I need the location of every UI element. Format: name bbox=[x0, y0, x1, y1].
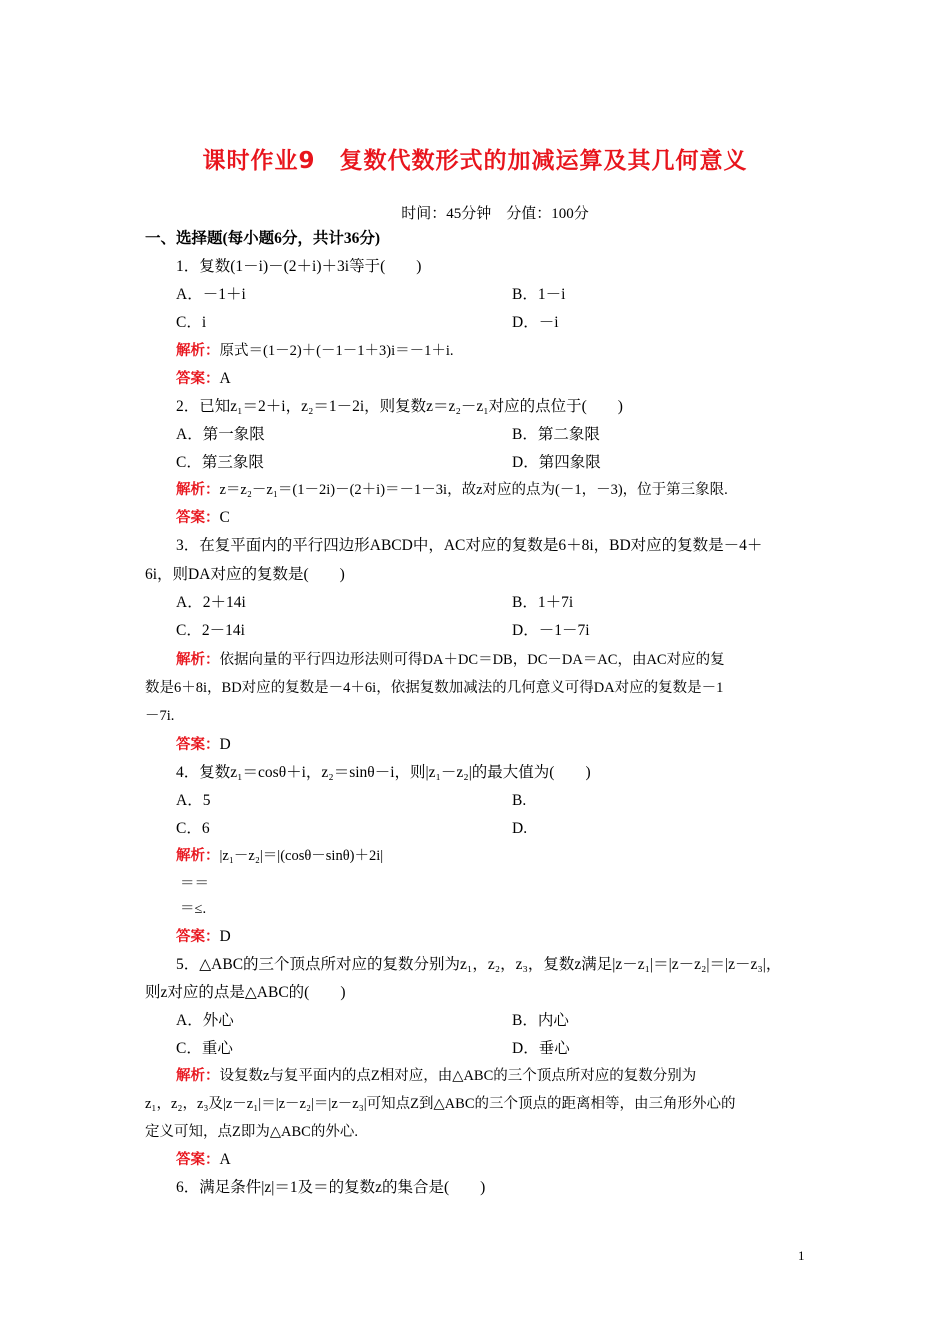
q5-analysis-line3: 定义可知，点Z即为△ABC的外心. bbox=[145, 1124, 358, 1140]
q4-analysis-line3: ＝≤. bbox=[180, 901, 207, 917]
q3-answer bbox=[176, 735, 231, 755]
q4-option-c: C．6 bbox=[176, 820, 210, 837]
question-2-stem: 2．已知z₁＝2＋i，z₂＝1－2i，则复数z＝z₂－z₁对应的点位于( ) bbox=[176, 398, 623, 415]
section-heading: 一、选择题(每小题6分，共计36分) bbox=[145, 230, 381, 247]
analysis-text: z＝z₂－z₁＝(1－2i)－(2＋i)＝－1－3i，故z对应的点为(－1，－3)，位于第三象限. bbox=[219, 482, 728, 498]
answer-value: A bbox=[219, 1151, 231, 1168]
q5-analysis-line2: z₁，z₂，z₃及|z－z₁|＝|z－z₂|＝|z－z₃|可知点Z到△ABC的三个顶点的距离相等，由三角形外心的 bbox=[145, 1096, 736, 1112]
analysis-text: |z₁－z₂|＝|(cosθ－sinθ)＋2i| bbox=[219, 848, 384, 864]
q4-answer bbox=[176, 927, 231, 947]
question-6-stem: 6．满足条件|z|＝1及＝的复数z的集合是( ) bbox=[176, 1179, 486, 1196]
answer-value: C bbox=[219, 509, 230, 526]
q3-option-b: B．1＋7i bbox=[512, 594, 574, 611]
answer-label: 答案： bbox=[176, 510, 220, 526]
q5-answer bbox=[176, 1150, 231, 1170]
q1-option-d: D．－i bbox=[512, 314, 559, 331]
analysis-label: 解析： bbox=[176, 652, 220, 668]
q4-analysis-line1 bbox=[176, 846, 383, 866]
q2-analysis bbox=[176, 480, 728, 500]
analysis-label: 解析： bbox=[176, 343, 220, 359]
q3-analysis-line3: －7i. bbox=[145, 708, 175, 724]
analysis-text: 设复数z与复平面内的点Z相对应，由△ABC的三个顶点所对应的复数分别为 bbox=[219, 1068, 697, 1084]
q5-option-a: A．外心 bbox=[176, 1012, 234, 1029]
answer-value: D bbox=[219, 736, 231, 753]
question-5-stem-line2: 则z对应的点是△ABC的( ) bbox=[145, 984, 346, 1001]
q5-option-d: D．垂心 bbox=[512, 1040, 570, 1057]
q1-option-c: C．i bbox=[176, 314, 207, 331]
answer-value: A bbox=[219, 370, 231, 387]
question-5-stem-line1: 5．△ABC的三个顶点所对应的复数分别为z₁，z₂，z₃，复数z满足|z－z₁|＝|z－z₂|＝|z－z₃|， bbox=[176, 956, 782, 973]
q2-answer bbox=[176, 508, 230, 528]
answer-label: 答案： bbox=[176, 371, 220, 387]
q4-option-a: A．5 bbox=[176, 792, 211, 809]
answer-label: 答案： bbox=[176, 737, 220, 753]
question-3-stem-line1: 3．在复平面内的平行四边形ABCD中，AC对应的复数是6＋8i，BD对应的复数是－4＋ bbox=[176, 537, 763, 554]
page-title: 课时作业9 复数代数形式的加减运算及其几何意义 bbox=[202, 148, 748, 174]
q5-analysis-line1 bbox=[176, 1066, 696, 1086]
analysis-label: 解析： bbox=[176, 1068, 220, 1084]
q2-option-a: A．第一象限 bbox=[176, 426, 265, 443]
q3-analysis-line2: 数是6＋8i，BD对应的复数是－4＋6i，依据复数加减法的几何意义可得DA对应的复数是－1 bbox=[145, 680, 724, 696]
q1-option-a: A．－1＋i bbox=[176, 286, 246, 303]
answer-value: D bbox=[219, 928, 231, 945]
q3-option-c: C．2－14i bbox=[176, 622, 245, 639]
q2-option-c: C．第三象限 bbox=[176, 454, 264, 471]
q2-option-d: D．第四象限 bbox=[512, 454, 601, 471]
q1-option-b: B．1－i bbox=[512, 286, 566, 303]
q1-answer bbox=[176, 369, 231, 389]
time-score-info: 时间：45分钟 分值：100分 bbox=[401, 206, 589, 222]
analysis-text: 原式＝(1－2)＋(－1－1＋3)i＝－1＋i. bbox=[219, 343, 454, 359]
q4-option-d: D. bbox=[512, 820, 528, 837]
q5-option-b: B．内心 bbox=[512, 1012, 569, 1029]
answer-label: 答案： bbox=[176, 929, 220, 945]
q3-option-d: D．－1－7i bbox=[512, 622, 590, 639]
analysis-label: 解析： bbox=[176, 482, 220, 498]
q2-option-b: B．第二象限 bbox=[512, 426, 600, 443]
question-1-stem: 1．复数(1－i)－(2＋i)＋3i等于( ) bbox=[176, 258, 422, 275]
q3-analysis-line1 bbox=[176, 650, 725, 670]
q5-option-c: C．重心 bbox=[176, 1040, 233, 1057]
question-4-stem: 4．复数z₁＝cosθ＋i，z₂＝sinθ－i，则|z₁－z₂|的最大值为( ) bbox=[176, 764, 591, 781]
answer-label: 答案： bbox=[176, 1152, 220, 1168]
question-3-stem-line2: 6i，则DA对应的复数是( ) bbox=[145, 566, 345, 583]
q3-option-a: A．2＋14i bbox=[176, 594, 246, 611]
analysis-text: 依据向量的平行四边形法则可得DA＋DC＝DB，DC－DA＝AC，由AC对应的复 bbox=[219, 652, 725, 668]
q4-option-b: B. bbox=[512, 792, 527, 809]
q4-analysis-line2: ＝＝ bbox=[180, 876, 209, 892]
page-number: 1 bbox=[798, 1248, 805, 1263]
q1-analysis bbox=[176, 341, 454, 361]
analysis-label: 解析： bbox=[176, 848, 220, 864]
